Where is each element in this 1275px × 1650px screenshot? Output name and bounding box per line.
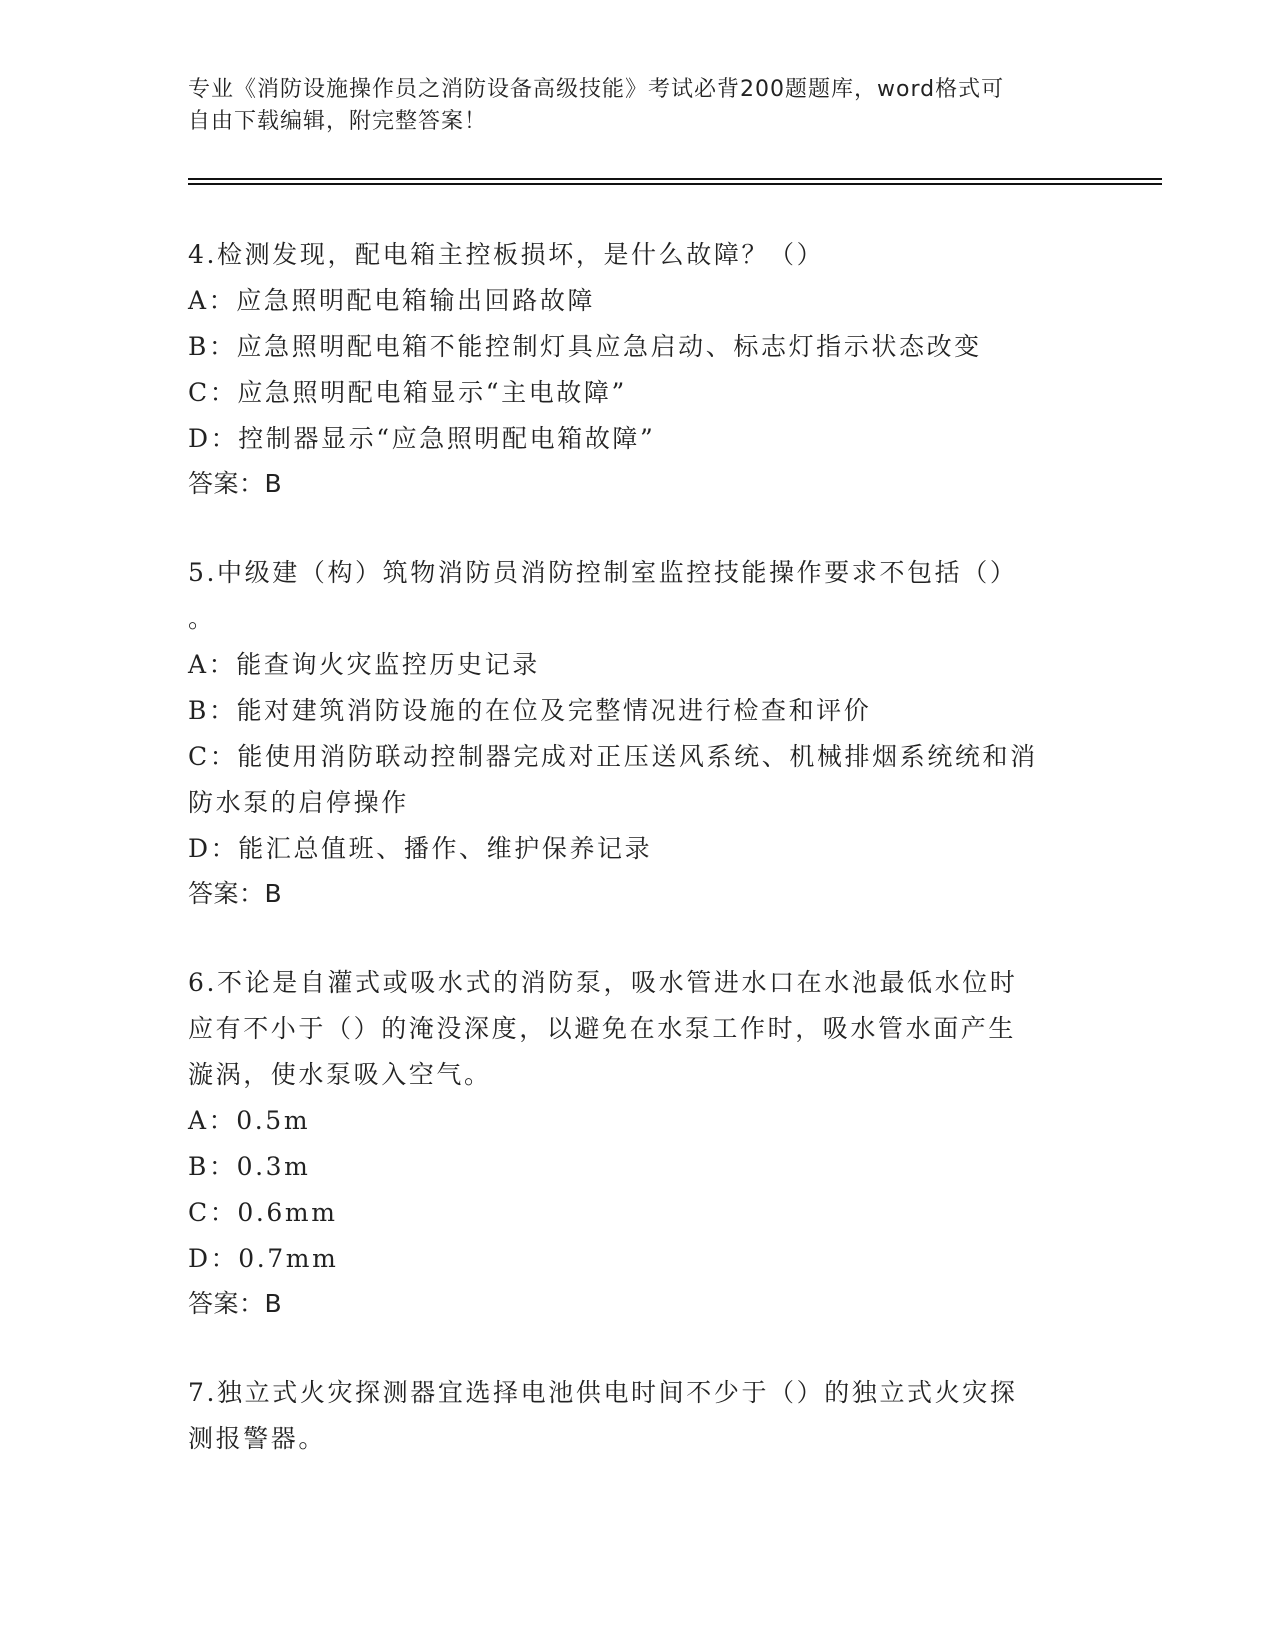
question-stem: 4.检测发现，配电箱主控板损坏，是什么故障？（） xyxy=(188,240,825,269)
question-stem: 5.中级建（构）筑物消防员消防控制室监控技能操作要求不包括（） xyxy=(188,558,1018,587)
question-stem: 6.不论是自灌式或吸水式的消防泵，吸水管进水口在水池最低水位时 xyxy=(188,968,1018,997)
option-a: A：应急照明配电箱输出回路故障 xyxy=(188,286,596,315)
option-d: D：能汇总值班、播作、维护保养记录 xyxy=(188,834,653,863)
option-c: C：0.6mm xyxy=(188,1198,338,1227)
question-stem-continued: 应有不小于（）的淹没深度，以避免在水泵工作时，吸水管水面产生 xyxy=(188,1014,1017,1043)
answer-label: 答案：B xyxy=(188,469,283,498)
header-divider-top xyxy=(188,178,1162,180)
header-line-2: 自由下载编辑，附完整答案！ xyxy=(188,109,488,134)
question-6 xyxy=(188,960,1088,1326)
option-c-continued: 防水泵的启停操作 xyxy=(188,788,409,817)
document-header xyxy=(188,74,1088,138)
question-stem-continued: 。 xyxy=(188,604,216,633)
option-d: D：0.7mm xyxy=(188,1244,339,1273)
answer-label: 答案：B xyxy=(188,879,283,908)
option-b: B：能对建筑消防设施的在位及完整情况进行检查和评价 xyxy=(188,696,872,725)
option-a: A：能查询火灾监控历史记录 xyxy=(188,650,540,679)
question-stem-continued: 漩涡，使水泵吸入空气。 xyxy=(188,1060,492,1089)
option-c: C：应急照明配电箱显示“主电故障” xyxy=(188,378,627,407)
question-4 xyxy=(188,232,1088,506)
header-divider-bottom xyxy=(188,183,1162,185)
question-stem: 7.独立式火灾探测器宜选择电池供电时间不少于（）的独立式火灾探 xyxy=(188,1378,1018,1407)
question-list xyxy=(188,232,1088,1506)
question-stem-continued: 测报警器。 xyxy=(188,1424,327,1453)
answer-label: 答案：B xyxy=(188,1289,283,1318)
option-b: B：应急照明配电箱不能控制灯具应急启动、标志灯指示状态改变 xyxy=(188,332,982,361)
option-b: B：0.3m xyxy=(188,1152,311,1181)
option-c: C：能使用消防联动控制器完成对正压送风系统、机械排烟系统统和消 xyxy=(188,742,1038,771)
header-line-1: 专业《消防设施操作员之消防设备高级技能》考试必背200题题库，word格式可 xyxy=(188,77,1005,102)
question-5 xyxy=(188,550,1088,916)
question-7 xyxy=(188,1370,1088,1462)
option-a: A：0.5m xyxy=(188,1106,311,1135)
option-d: D：控制器显示“应急照明配电箱故障” xyxy=(188,424,656,453)
